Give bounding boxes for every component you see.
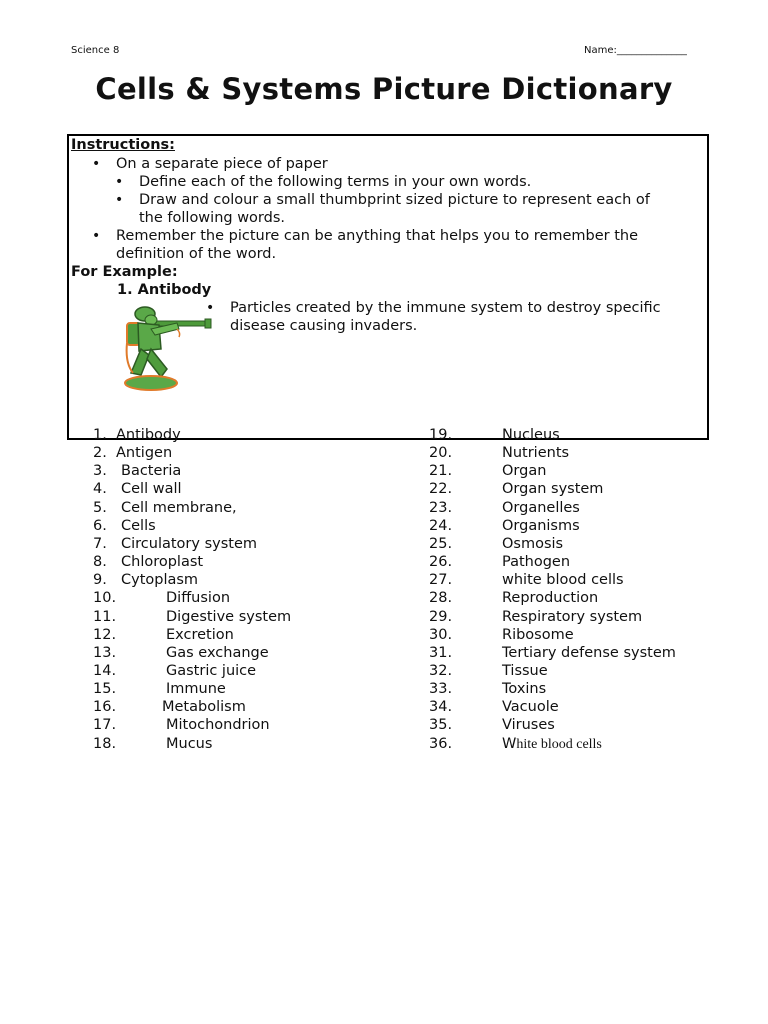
- term-number: 10.: [93, 590, 117, 607]
- term-label: Respiratory system: [502, 608, 643, 625]
- example-term: 1. Antibody: [117, 282, 212, 298]
- term-number: 17.: [93, 717, 117, 734]
- bullet-icon: •: [115, 192, 124, 208]
- term-number: 34.: [429, 699, 453, 716]
- term-label: Circulatory system: [121, 535, 258, 552]
- bullet-icon: •: [92, 156, 101, 172]
- example-heading: For Example:: [71, 264, 178, 280]
- term-label: Nucleus: [502, 427, 560, 443]
- term-label: Gas exchange: [166, 644, 269, 661]
- term-label: Organelles: [502, 499, 580, 516]
- term-label: Cell membrane,: [121, 499, 237, 516]
- term-label: Mitochondrion: [166, 717, 270, 734]
- instruction-item: On a separate piece of paper: [116, 156, 328, 172]
- term-number: 7.: [93, 535, 107, 552]
- term-label: Antigen: [116, 445, 173, 462]
- term-label: White blood cells: [502, 735, 602, 752]
- term-label: Viruses: [502, 717, 555, 734]
- term-number: 1.: [93, 427, 107, 443]
- term-label: Osmosis: [502, 535, 564, 552]
- term-label: Toxins: [502, 681, 547, 698]
- term-number: 31.: [429, 644, 453, 661]
- term-number: 30.: [429, 626, 453, 643]
- term-label: Tissue: [502, 662, 548, 679]
- term-number: 18.: [93, 735, 117, 752]
- term-label: Cells: [121, 517, 156, 534]
- term-number: 12.: [93, 626, 117, 643]
- term-number: 32.: [429, 662, 453, 679]
- bullet-icon: •: [206, 300, 215, 316]
- term-label: Antibody: [116, 427, 181, 443]
- example-definition: Particles created by the immune system to destroy specific: [230, 300, 661, 316]
- term-number: 25.: [429, 535, 453, 552]
- bullet-icon: •: [92, 228, 101, 244]
- term-label: Nutrients: [502, 445, 570, 462]
- term-number: 3.: [93, 463, 107, 480]
- term-label: Organisms: [502, 517, 580, 534]
- course-label: Science 8: [71, 45, 120, 56]
- term-number: 4.: [93, 481, 107, 498]
- term-number: 20.: [429, 445, 453, 462]
- term-number: 2.: [93, 445, 107, 462]
- term-label: white blood cells: [502, 572, 624, 589]
- instruction-subitem-cont: the following words.: [139, 210, 286, 226]
- term-number: 16.: [93, 699, 117, 716]
- name-field-label: Name:______________: [584, 45, 687, 56]
- term-label: Gastric juice: [166, 662, 257, 679]
- term-number: 8.: [93, 554, 107, 571]
- term-label: Digestive system: [166, 608, 292, 625]
- term-label: Tertiary defense system: [502, 644, 676, 661]
- term-label: Bacteria: [121, 463, 182, 480]
- page-title: Cells & Systems Picture Dictionary: [95, 72, 673, 106]
- term-number: 23.: [429, 499, 453, 516]
- term-number: 26.: [429, 554, 453, 571]
- term-label: Excretion: [166, 626, 234, 643]
- instructions-heading: Instructions:: [71, 137, 175, 153]
- term-label: Ribosome: [502, 626, 574, 643]
- term-number: 28.: [429, 590, 453, 607]
- instruction-subitem: Draw and colour a small thumbprint sized picture to represent each of: [139, 192, 650, 208]
- instruction-subitem: Define each of the following terms in your own words.: [139, 174, 532, 190]
- term-label: Cytoplasm: [121, 572, 199, 589]
- term-label: Reproduction: [502, 590, 599, 607]
- term-label: Mucus: [166, 735, 213, 752]
- term-number: 33.: [429, 681, 453, 698]
- term-number: 6.: [93, 517, 107, 534]
- term-number: 27.: [429, 572, 453, 589]
- term-number: 21.: [429, 463, 453, 480]
- term-number: 24.: [429, 517, 453, 534]
- term-label: Pathogen: [502, 554, 571, 571]
- term-number: 11.: [93, 608, 117, 625]
- term-label: Immune: [166, 681, 226, 698]
- term-label: Diffusion: [166, 590, 231, 607]
- term-number: 14.: [93, 662, 117, 679]
- term-number: 19.: [429, 427, 453, 443]
- toy-soldier-icon: [121, 303, 215, 395]
- term-number: 9.: [93, 572, 107, 589]
- term-label: Organ: [502, 463, 547, 480]
- term-number: 13.: [93, 644, 117, 661]
- term-label: Cell wall: [121, 481, 182, 498]
- term-number: 5.: [93, 499, 107, 516]
- example-definition-cont: disease causing invaders.: [230, 318, 418, 334]
- instruction-item-cont: definition of the word.: [116, 246, 277, 262]
- term-number: 35.: [429, 717, 453, 734]
- term-number: 36.: [429, 735, 453, 752]
- instruction-item: Remember the picture can be anything that helps you to remember the: [116, 228, 639, 244]
- term-number: 29.: [429, 608, 453, 625]
- term-label: Organ system: [502, 481, 604, 498]
- term-label: Chloroplast: [121, 554, 204, 571]
- term-label: Metabolism: [162, 699, 246, 716]
- term-number: 15.: [93, 681, 117, 698]
- term-number: 22.: [429, 481, 453, 498]
- term-label: Vacuole: [502, 699, 559, 716]
- bullet-icon: •: [115, 174, 124, 190]
